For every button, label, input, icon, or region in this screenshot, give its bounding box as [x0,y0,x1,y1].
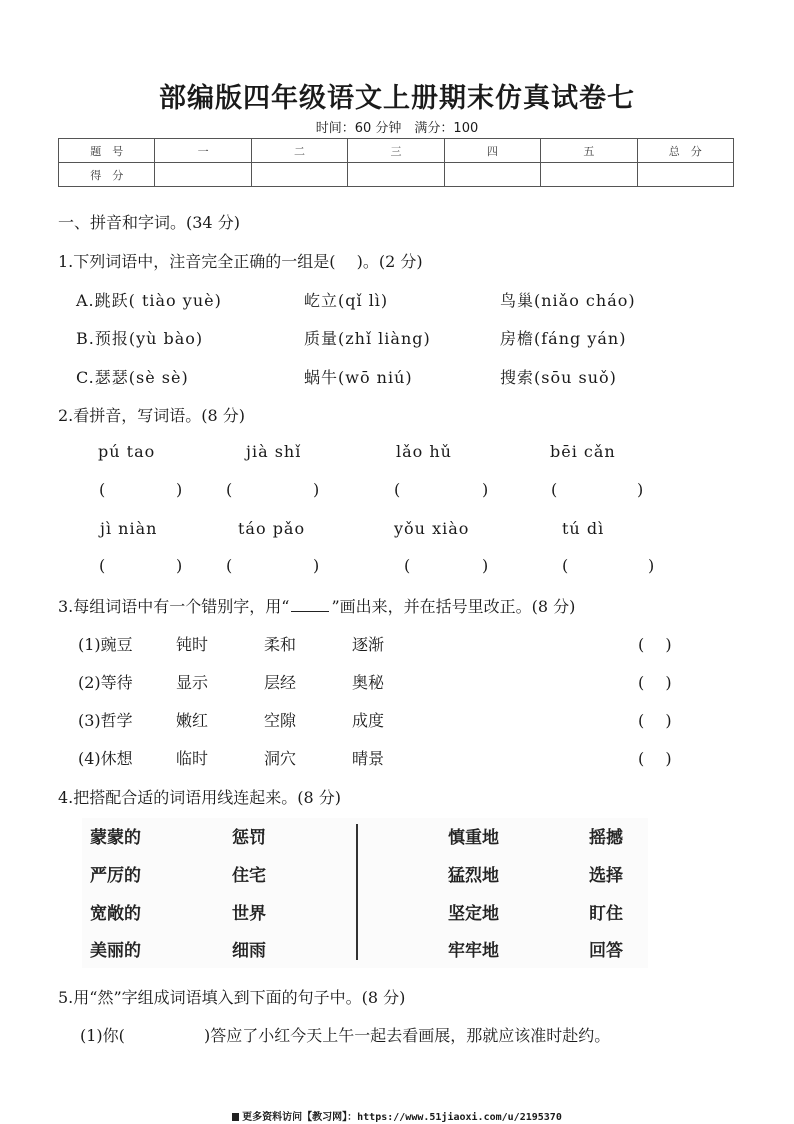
pinyin-item: lǎo hǔ [396,442,452,461]
score-cell-3: 三 [348,139,444,163]
q3-row-1-word4: 逐渐 [352,635,385,654]
answer-bracket-open: ( [99,556,106,575]
match-right-verb[interactable]: 盯住 [589,904,623,924]
q1-option-b-word2: 质量(zhǐ liàng) [304,329,431,348]
question-1-prompt: 1.下列词语中，注音完全正确的一组是( )。(2 分) [58,252,423,271]
question-5-prompt: 5.用“然”字组成词语填入到下面的句子中。(8 分) [58,988,406,1007]
q3-row-4-word2: 临时 [176,749,209,768]
answer-bracket-close: ) [482,556,489,575]
score-cell-total: 总 分 [637,139,733,163]
pinyin-item: yǒu xiào [394,519,470,538]
q3-row-4-num: (4)休想 [78,749,133,768]
q1-option-a-word1: A.跳跃( tiào yuè) [76,291,222,310]
pinyin-item: jià shǐ [246,442,302,461]
footer-link[interactable]: 更多资料访问【教习网】：https://www.51jiaoxi.com/u/2195370 [242,1112,562,1123]
answer-bracket-close: ) [648,556,655,575]
score-table-header-row [59,139,734,163]
match-left-noun[interactable]: 细雨 [232,941,266,961]
q1-option-c-word3: 搜索(sōu suǒ) [500,368,617,387]
q3-answer-paren: ( ) [638,749,672,768]
answer-bracket-close: ) [482,480,489,499]
exam-info: 时间：60 分钟 满分：100 [315,121,479,136]
q3-row-1-word3: 柔和 [264,635,297,654]
q3-row-2-num: (2)等待 [78,673,133,692]
answer-bracket-open: ( [551,480,558,499]
q1-option-a-word2: 屹立(qǐ lì) [304,291,389,310]
score-input-4[interactable] [444,163,540,187]
match-left-adjective[interactable]: 美丽的 [90,941,141,961]
q5-sentence-start: (1)你( [80,1026,125,1045]
answer-bracket-open: ( [562,556,569,575]
score-cell-label: 题 号 [59,139,155,163]
pinyin-item: jì niàn [100,519,158,538]
q3-row-3-word4: 成度 [352,711,385,730]
q3-row-1-word2: 钝时 [176,635,209,654]
answer-bracket-open: ( [404,556,411,575]
q3-row-4-word3: 洞穴 [264,749,297,768]
score-cell-4: 四 [444,139,540,163]
question-3-prompt [58,594,575,617]
answer-bracket-close: ) [313,556,320,575]
q3-answer-paren: ( ) [638,673,672,692]
match-left-adjective[interactable]: 宽敞的 [90,904,141,924]
q1-option-b-word1: B.预报(yù bào) [76,329,204,348]
matching-panel [82,818,648,968]
pinyin-item: pú tao [98,442,156,461]
match-left-noun[interactable]: 惩罚 [232,828,266,848]
question-3-prompt-end: ”画出来，并在括号里改正。(8 分) [331,597,576,616]
page-title: 部编版四年级语文上册期末仿真试卷七 [159,83,635,114]
q3-row-4-word4: 晴景 [352,749,385,768]
score-cell-5: 五 [541,139,637,163]
q3-row-2-word2: 显示 [176,673,209,692]
pinyin-item: tú dì [562,519,605,538]
section-heading: 一、拼音和字词。(34 分) [58,213,240,232]
answer-bracket-open: ( [99,480,106,499]
score-cell-1: 一 [155,139,251,163]
match-left-noun[interactable]: 住宅 [232,866,266,886]
answer-bracket-close: ) [637,480,644,499]
q3-row-3-num: (3)哲学 [78,711,133,730]
q5-sentence-end: )答应了小红今天上午一起去看画展，那就应该准时赴约。 [204,1026,611,1045]
footer [0,1108,794,1123]
q1-option-b-word3: 房檐(fáng yán) [500,329,627,348]
match-right-adverb[interactable]: 坚定地 [448,904,499,924]
match-left-adjective[interactable]: 严厉的 [90,866,141,886]
match-right-verb[interactable]: 摇撼 [589,828,623,848]
q3-row-2-word3: 层经 [264,673,297,692]
match-right-adverb[interactable]: 慎重地 [448,828,499,848]
match-right-adverb[interactable]: 猛烈地 [448,866,499,886]
score-input-2[interactable] [251,163,347,187]
q3-answer-paren: ( ) [638,711,672,730]
answer-bracket-close: ) [313,480,320,499]
match-right-adverb[interactable]: 牢牢地 [448,941,499,961]
question-3-prompt-start: 3.每组词语中有一个错别字，用“ [58,597,290,616]
underline-sample [291,597,329,612]
match-right-verb[interactable]: 选择 [589,866,623,886]
q3-answer-paren: ( ) [638,635,672,654]
score-input-3[interactable] [348,163,444,187]
q1-option-a-word3: 鸟巢(niǎo cháo) [500,291,636,310]
score-row-label: 得 分 [59,163,155,187]
score-input-5[interactable] [541,163,637,187]
answer-bracket-open: ( [226,556,233,575]
q3-row-3-word2: 嫩红 [176,711,209,730]
flag-icon [232,1113,239,1121]
answer-bracket-open: ( [394,480,401,499]
score-input-total[interactable] [637,163,733,187]
match-left-noun[interactable]: 世界 [232,904,266,924]
matching-divider [356,824,358,960]
score-table [58,138,734,187]
match-left-adjective[interactable]: 蒙蒙的 [90,828,141,848]
q3-row-2-word4: 奥秘 [352,673,385,692]
question-4-prompt: 4.把搭配合适的词语用线连起来。(8 分) [58,788,342,807]
answer-bracket-close: ) [176,556,183,575]
score-cell-2: 二 [251,139,347,163]
match-right-verb[interactable]: 回答 [589,941,623,961]
answer-bracket-open: ( [226,480,233,499]
question-2-prompt: 2.看拼音，写词语。(8 分) [58,406,246,425]
answer-bracket-close: ) [176,480,183,499]
pinyin-item: bēi cǎn [550,442,616,461]
q3-row-3-word3: 空隙 [264,711,297,730]
score-input-1[interactable] [155,163,251,187]
q3-row-1-num: (1)豌豆 [78,635,133,654]
q1-option-c-word1: C.瑟瑟(sè sè) [76,368,189,387]
pinyin-item: táo pǎo [238,519,306,538]
q1-option-c-word2: 蜗牛(wō niú) [304,368,413,387]
score-table-score-row [59,163,734,187]
